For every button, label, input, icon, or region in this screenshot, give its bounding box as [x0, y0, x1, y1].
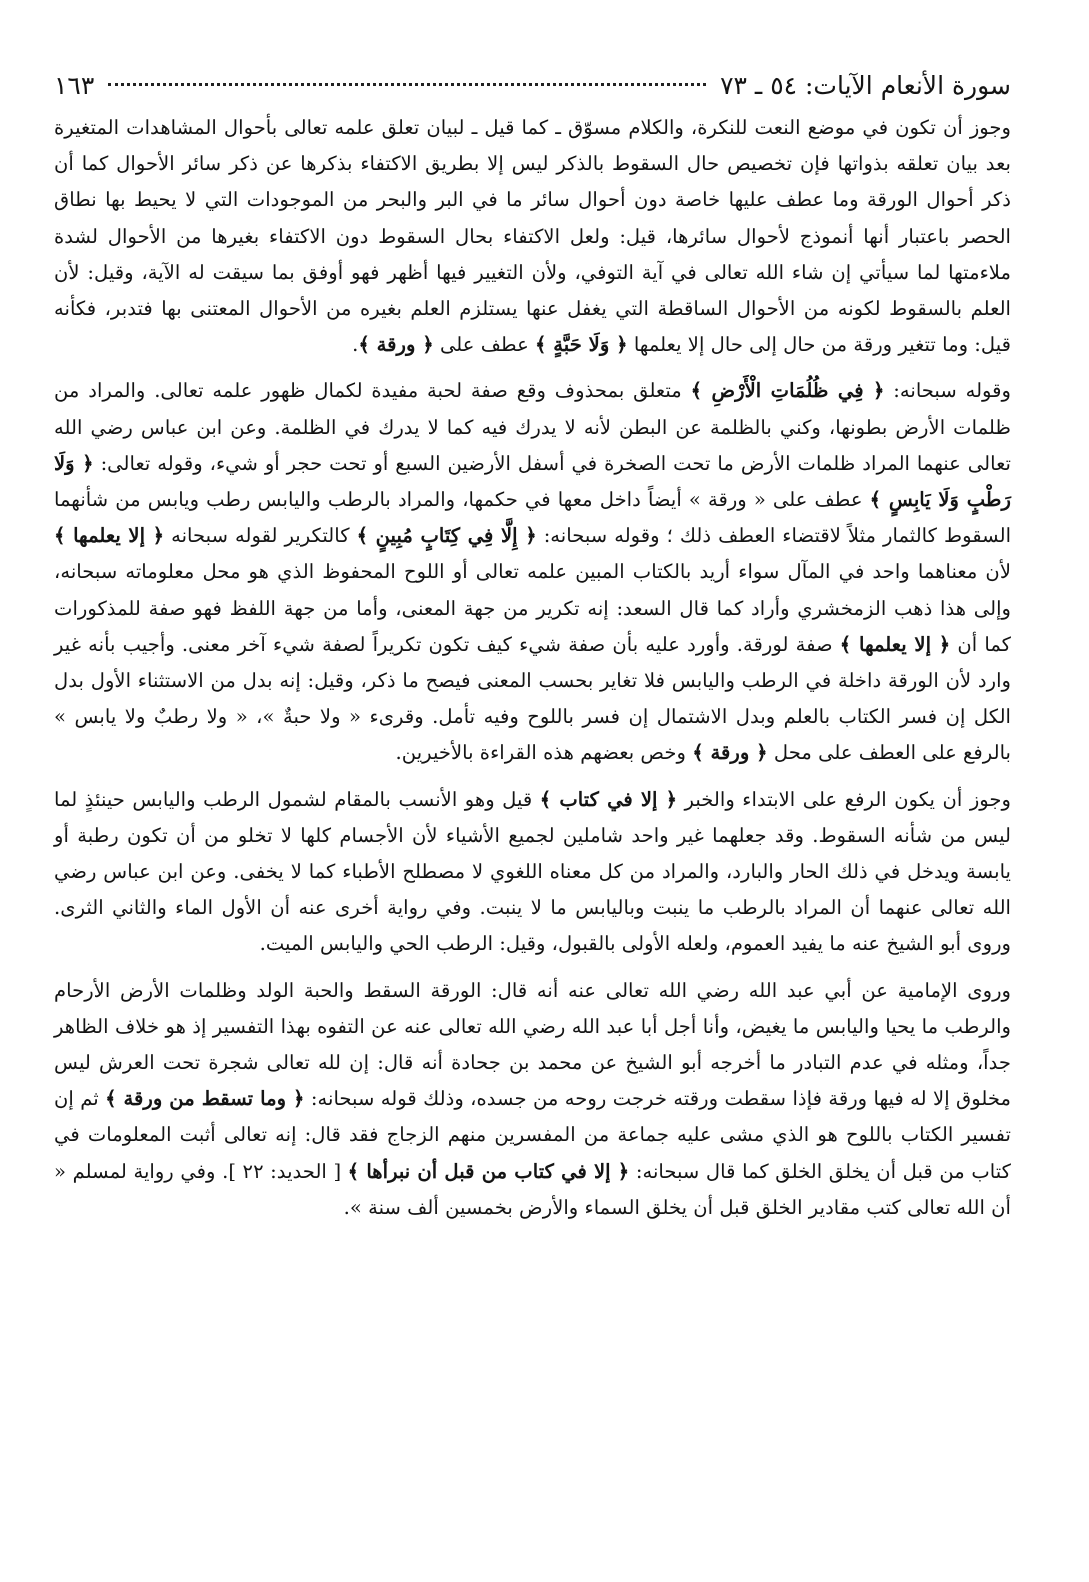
text-run: وجوز أن يكون الرفع على الابتداء والخبر — [677, 787, 1011, 811]
running-header — [54, 62, 1011, 110]
text-run: ثم إن تفسير الكتاب باللوح هو الذي مشى عليه جماعة من المفسرين منهم الزجاج فقد قال: إنه تعالى أثبت المعلومات في كتاب من قبل أن يخلق الخلق كما قال سبحانه: — [54, 1087, 1011, 1183]
quran-quote: ﴿ وَلَا حَبَّةٍ ﴾ — [535, 333, 628, 357]
text-run: لأن معناهما واحد في المآل سواء أريد بالكتاب المبين علمه تعالى أو اللوح المحفوظ الذي هو محل معلوماته سبحانه، وإلى هذا ذهب الزمخشري وأراد كما قال السعد: إنه تكرير من جهة المعنى، وأما من جهة اللفظ فهو صفة للمذكورات كما أن — [54, 560, 1011, 656]
text-run: وجوز أن تكون في موضع النعت للنكرة، والكلام مسوّق ـ كما قيل ـ لبيان تعلق علمه تعالى بأحوال المشاهدات المتغيرة بعد بيان تعلقه بذواتها فإن تخصيص حال السقوط بالذكر ليس إلا بطريق الاكتفاء بذكرها عن ذكر سائر الأحوال كما أن ذكر أحوال الورقة وما عطف عليها خاصة دون أحوال سائر ما في البر والبحر من الموجودات التي لا يحيط بها نطاق الحصر باعتبار أنها أنموذج لأحوال سائرها، قيل: ولعل الاكتفاء بحال السقوط دون الاكتفاء بغيرها من الأحوال لشدة ملاءمتها لما سيأتي إن شاء الله تعالى في آية التوفي، ولأن التغيير فيها أظهر فهو أوفق بما سيقت له الآية، وقيل: لأن العلم بالسقوط لكونه من الأحوال الساقطة التي يغفل عنها يستلزم العلم بغيره من الأحوال المعتنى بها فتدبر، فكأنه قيل: وما تتغير ورقة من حال إلى حال إلا يعلمها — [54, 116, 1011, 357]
quran-quote: ﴿ وما تسقط من ورقة ﴾ — [105, 1087, 305, 1111]
dotted-leader — [108, 83, 706, 86]
quran-quote: ﴿ ورقة ﴾ — [358, 333, 434, 357]
text-run: عطف على « ورقة » أيضاً داخل معها في حكمها، والمراد بالرطب واليابس رطب ويابس من شأنهما السقوط كالثمار مثلاً لاقتضاء العطف ذلك ؛ وقوله سبحانه: — [54, 488, 1012, 548]
quran-quote: ﴿ إلا يعلمها ﴾ — [54, 524, 165, 548]
text-run: وخص بعضهم هذه القراءة بالأخيرين. — [395, 741, 693, 765]
body-text — [54, 110, 1011, 1226]
paragraph — [54, 110, 1011, 363]
text-run: قيل وهو الأنسب بالمقام لشمول الرطب واليابس حينئذٍ لما ليس من شأنه السقوط. وقد جعلهما غير واحد شاملين لجميع الأشياء لأن الأجسام كلها لا تخلو من أن تكون رطبة أو يابسة ويدخل في ذلك الحار والبارد، والمراد من كل معناه اللغوي لا مصطلح الأطباء كما لا يخفى. وعن ابن عباس رضي الله تعالى عنهما أن المراد بالرطب ما ينبت وباليابس ما لا ينبت. وفي رواية أخرى عنه أن الأول الماء والثاني الثرى. وروى أبو الشيخ عنه ما يفيد العموم، ولعله الأولى بالقبول، وقيل: الرطب الحي واليابس الميت. — [54, 787, 1011, 956]
paragraph — [54, 973, 1011, 1226]
quran-quote: ﴿ إلا في كتاب ﴾ — [539, 787, 678, 811]
page-number: ١٦٣ — [54, 71, 95, 100]
quran-quote: ﴿ وَلَا رَطْبٍ وَلَا يَابِسٍ ﴾ — [54, 451, 1011, 512]
quran-quote: ﴿ فِي ظُلُمَاتِ الْأَرْضِ ﴾ — [690, 379, 885, 403]
quran-quote: ﴿ إِلَّا فِي كِتَابٍ مُبِينٍ ﴾ — [356, 524, 537, 548]
text-run: وروى الإمامية عن أبي عبد الله رضي الله تعالى عنه أنه قال: الورقة السقط والحبة الولد وظلمات الأرض الأرحام والرطب ما يحيا واليابس ما يغيض، وأنا أجل أبا عبد الله رضي الله تعالى عنه عن التفوه بهذا التفسير إذ هو خلاف الظاهر جداً، ومثله في عدم التبادر ما أخرجه أبو الشيخ عن محمد بن جحادة أنه قال: إن لله تعالى شجرة تحت العرش ليس مخلوق إلا له فيها ورقة فإذا سقطت ورقته خرجت روحه من جسده، وذلك قوله سبحانه: — [54, 978, 1011, 1111]
quran-quote: ﴿ إلا يعلمها ﴾ — [839, 632, 951, 656]
paragraph — [54, 782, 1011, 963]
surah-title: سورة الأنعام الآيات: ٥٤ ـ ٧٣ — [720, 71, 1011, 100]
text-run: كالتكرير لقوله سبحانه — [164, 524, 357, 548]
text-run: صفة لورقة. وأورد عليه بأن صفة شيء كيف تكون تكريراً لصفة شيء آخر معنى. وأجيب بأنه غير وارد لأن الورقة داخلة في الرطب واليابس فلا تغاير بحسب المعنى فيصح ما ذكر، وقيل: إنه بدل من الاستثناء الأول بدل الكل إن فسر الكتاب بالعلم وبدل الاشتمال إن فسر باللوح وفيه تأمل. وقرىء « ولا حبةٌ »، « ولا رطبٌ ولا يابس » بالرفع على العطف على محل — [54, 632, 1011, 765]
quran-quote: ﴿ إلا في كتاب من قبل أن نبرأها ﴾ — [347, 1159, 630, 1183]
text-run: عطف على — [433, 333, 535, 357]
text-run: . — [352, 333, 359, 357]
text-run: [ الحديد: ٢٢ ]. وفي رواية لمسلم « أن الله تعالى كتب مقادير الخلق قبل أن يخلق السماء والأرض بخمسين ألف سنة ». — [54, 1159, 1011, 1219]
paragraph — [54, 373, 1011, 771]
text-run: وقوله سبحانه: — [884, 379, 1011, 403]
quran-quote: ﴿ ورقة ﴾ — [692, 741, 768, 765]
text-run: متعلق بمحذوف وقع صفة لحبة مفيدة لكمال ظهور علمه تعالى. والمراد من ظلمات الأرض بطونها، وكني بالظلمة عن البطن لأنه لا يدرك فيه كما لا يدرك في الظلمة. وعن ابن عباس رضي الله تعالى عنهما المراد ظلمات الأرض ما تحت الصخرة في أسفل الأرضين السبع أو تحت حجر أو شيء، وقوله تعالى: — [54, 379, 1011, 475]
